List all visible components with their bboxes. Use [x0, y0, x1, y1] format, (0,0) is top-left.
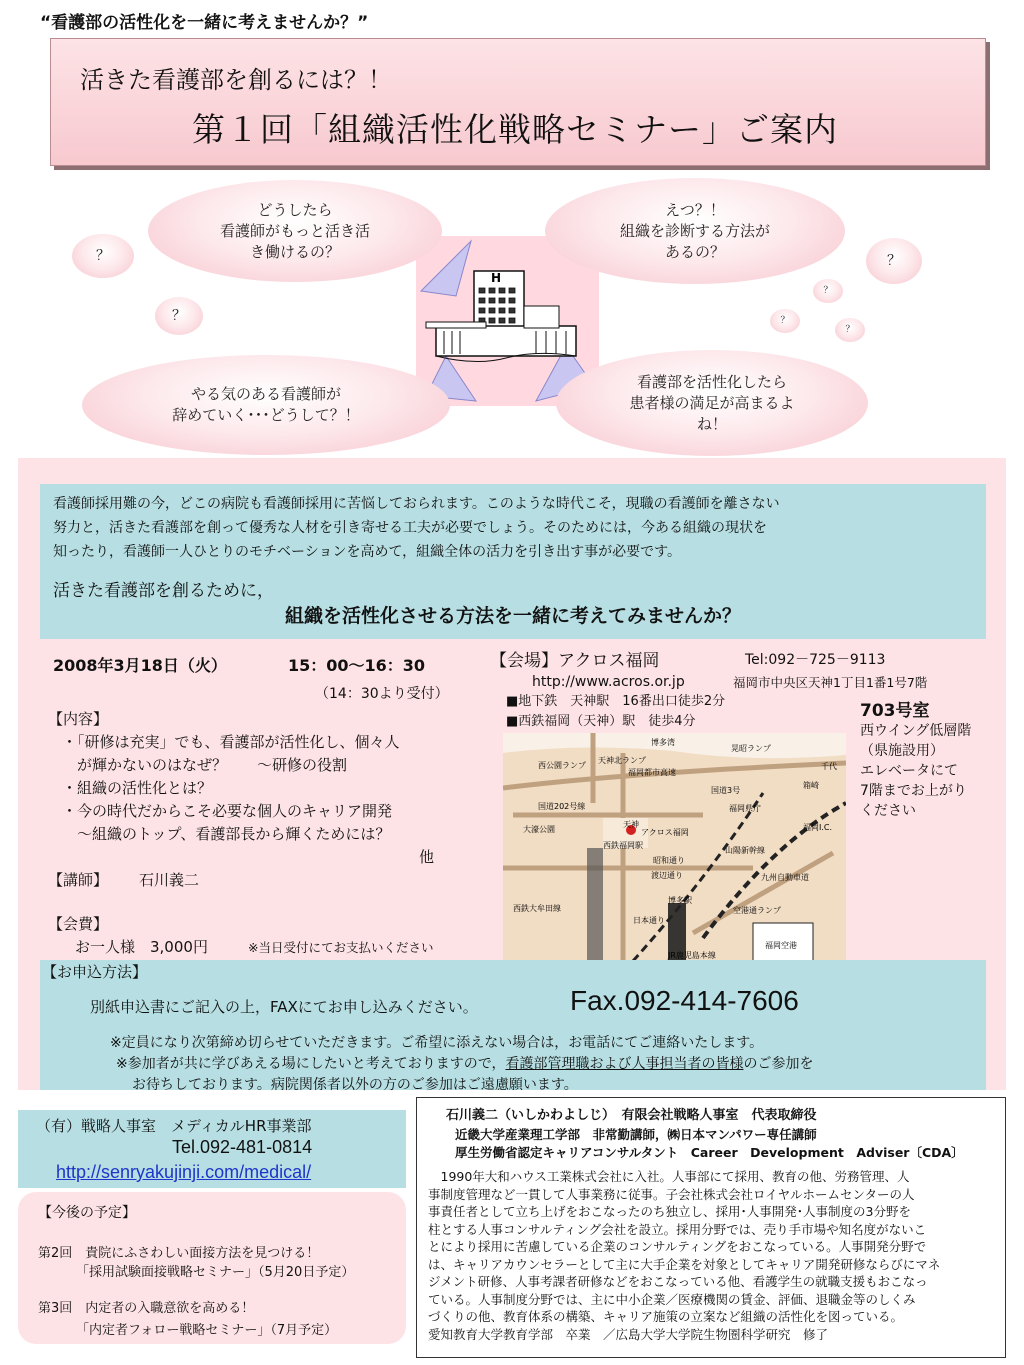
apply-label: 【お申込方法】: [42, 963, 148, 981]
content-label: 【内容】: [48, 710, 109, 728]
access-subway: ■地下鉄 天神駅 16番出口徒歩2分: [506, 694, 726, 709]
question-bubble: ？: [155, 297, 203, 335]
schedule-item-detail: 「内定者フォロー戦略セミナー」（7月予定）: [76, 1323, 338, 1338]
map-label: 昭和通り: [653, 856, 685, 865]
map-label: 大濠公園: [523, 825, 555, 834]
map-label: 九州自動車道: [761, 873, 809, 882]
intro-paragraph: 看護師採用難の今，どこの病院も看護師採用に苦悩しておられます。このような時代こそ，現職の看護師を離さない 努力と，活きた看護部を創って優秀な人材を引き寄せる工夫が必要でしょう。そのためには，今ある組織の現状を 知ったり，看護師一人ひとりのモチベーションを高めて，組織全体の活力を引き出す事が必要です。: [53, 496, 780, 560]
map-label: 西鉄福岡駅: [603, 841, 643, 850]
map-label: JR鹿児島本線: [668, 951, 716, 960]
thought-bubble-1: どうしたら 看護師がもっと活き活 き働けるの？: [148, 180, 442, 282]
list-item: が輝かないのはなぜ？ ～研修の役割: [62, 756, 348, 774]
map-label: 福岡I.C.: [803, 823, 833, 832]
schedule-item-detail: 「採用試験面接戦略セミナー」（5月20日予定）: [76, 1265, 355, 1280]
question-bubble: ？: [813, 279, 843, 303]
list-item: ・組織の活性化とは？: [62, 779, 213, 797]
map-label: 渡辺通り: [651, 871, 683, 880]
company-tel: Tel.092-481-0814: [172, 1137, 313, 1157]
fee-note: ※当日受付にてお支払いください: [248, 940, 434, 955]
question-bubble: ？: [72, 234, 134, 278]
lecturer-label: 【講師】: [48, 871, 109, 889]
apply-instruction: 別紙申込書にご記入の上，FAXにてお申し込みください。: [90, 998, 478, 1016]
map-label: 福岡県庁: [729, 804, 761, 813]
map-label: 福岡空港: [765, 941, 797, 950]
map-label: 晃昭ランプ: [731, 744, 771, 753]
company-url-link[interactable]: http://senryakujinji.com/medical/: [56, 1162, 312, 1182]
map-label: 天神: [623, 820, 639, 829]
map-label: 箱崎: [803, 781, 819, 790]
map-label: 西鉄大牟田線: [513, 904, 561, 913]
thought-bubble-2: えつ？！ 組織を診断する方法が あるの？: [545, 178, 845, 284]
map-label: 福岡都市高速: [628, 768, 676, 777]
list-item: ～組織のトップ、看護部長から輝くためには？: [62, 825, 391, 843]
intro-lead: 活きた看護部を創るために，: [53, 581, 274, 601]
map-label: 千代: [821, 762, 837, 771]
map-illustration: [503, 733, 846, 961]
tagline: “看護部の活性化を一緒に考えませんか？”: [40, 13, 369, 33]
map-label: 博多駅: [668, 896, 692, 905]
lecturer-name: 石川義二: [139, 871, 200, 889]
map-label: アクロス福岡: [641, 828, 689, 837]
thought-bubble-3: やる気のある看護師が 辞めていく･･･どうして？！: [82, 355, 450, 455]
list-item: ・「研修は充実」でも、看護部が活性化し、個々人: [62, 733, 400, 751]
banner-title: 第１回「組織活性化戦略セミナー」ご案内: [192, 110, 838, 149]
venue-label: 【会場】アクロス福岡: [490, 651, 660, 671]
company-name: （有）戦略人事室 メディカルHR事業部: [36, 1117, 312, 1135]
apply-note-3: お待ちしております。病院関係者以外の方のご参加はご遠慮願います。: [132, 1077, 578, 1093]
map-label: 日本通り: [633, 916, 665, 925]
question-bubble: ？: [835, 318, 865, 342]
map-label: 博多湾: [651, 738, 675, 747]
apply-note-1: ※定員になり次第締め切らせていただきます。ご希望に添えない場合は，お電話にてご連絡いたします。: [110, 1035, 764, 1051]
question-bubble: ？: [770, 309, 800, 333]
svg-text:H: H: [491, 271, 502, 285]
map-label: 西公園ランプ: [538, 761, 586, 770]
bio-affiliation-2: 厚生労働省認定キャリアコンサルタント Career Development Adviser〔CDA〕: [455, 1145, 964, 1160]
schedule-label: 【今後の予定】: [38, 1205, 136, 1221]
content-etc: 他: [419, 848, 435, 866]
map-label: 山陽新幹線: [725, 846, 765, 855]
banner-subtitle: 活きた看護部を創るには？！: [80, 66, 392, 94]
venue-map: [503, 733, 846, 961]
content-list: [62, 731, 400, 846]
bio-body: 1990年大和ハウス工業株式会社に入社。人事部にて採用、教育の他、労務管理、人 事制度管理など一貫して人事業務に従事。子会社株式会社ロイヤルホームセンターの人 事責任者として立ち上げをおこなったのち独立し、採用･人事開発･人事制度の3分野を 柱とする人事コンサルティング会社を設立。採用分野では、売り手市場や知名度がないこ とにより採用に苦慮している企業のコンサルティングをおこなっている。人事開発分野で は、キャリアカウンセラーとして主に大手企業を対象としてキャリア開発研修ならびにマネ ジメント研修、人事考課者研修などをおこなっている他、看護学生の就職支援もおこなっ ている。人事制度分野では、主に中小企業／医療機関の賃金、評価、退職金等のしくみ づくりの他、教育体系の構築、キャリア施策の立案など組織の活性化を図っている。 愛知教育大学教育学部 卒業 ／広島大学大学院生物圏科学研究 修了: [428, 1169, 941, 1342]
fee-amount: お一人様 3,000円: [75, 938, 208, 956]
map-label: 天神北ランプ: [598, 756, 646, 765]
schedule-item-title: 第3回 内定者の入職意欲を高める！: [38, 1301, 255, 1316]
schedule-item-title: 第2回 貴院にふさわしい面接方法を見つける！: [38, 1246, 320, 1261]
venue-room: 703号室: [860, 701, 930, 721]
map-label: 国道3号: [711, 786, 741, 795]
bio-affiliation-1: 近畿大学産業理工学部 非常勤講師，㈱日本マンパワー専任講師: [455, 1127, 817, 1142]
event-date: 2008年3月18日（火）: [53, 656, 227, 675]
venue-url[interactable]: http://www.acros.or.jp: [532, 674, 685, 690]
thought-bubble-4: 看護部を活性化したら 患者様の満足が高まるよ ね！: [556, 350, 868, 456]
apply-note-2: ※参加者が共に学びあえる場にしたいと考えておりますので，看護部管理職および人事担当者の皆様のご参加を: [116, 1056, 814, 1072]
question-bubble: ？: [866, 238, 922, 284]
event-reception: （14：30より受付）: [315, 686, 449, 702]
room-notes: 西ウイング低層階 （県施設用） エレベータにて 7階までお上がり ください: [860, 723, 972, 819]
event-time: 15：00〜16：30: [288, 656, 426, 675]
venue-address: 福岡市中央区天神1丁目1番1号7階: [733, 675, 928, 690]
intro-headline: 組織を活性化させる方法を一緒に考えてみませんか？: [284, 605, 741, 627]
list-item: ・今の時代だからこそ必要な個人のキャリア開発: [62, 802, 393, 820]
map-label: 国道202号線: [538, 802, 586, 811]
map-label: 空港通ランプ: [733, 906, 781, 915]
venue-tel: Tel:092－725－9113: [745, 652, 886, 668]
access-nishitetsu: ■西鉄福岡（天神）駅 徒歩4分: [506, 714, 696, 729]
fee-label: 【会費】: [48, 915, 109, 933]
bio-name: 石川義二（いしかわよしじ） 有限会社戦略人事室 代表取締役: [446, 1108, 817, 1123]
fax-number: Fax.092-414-7606: [570, 985, 799, 1016]
